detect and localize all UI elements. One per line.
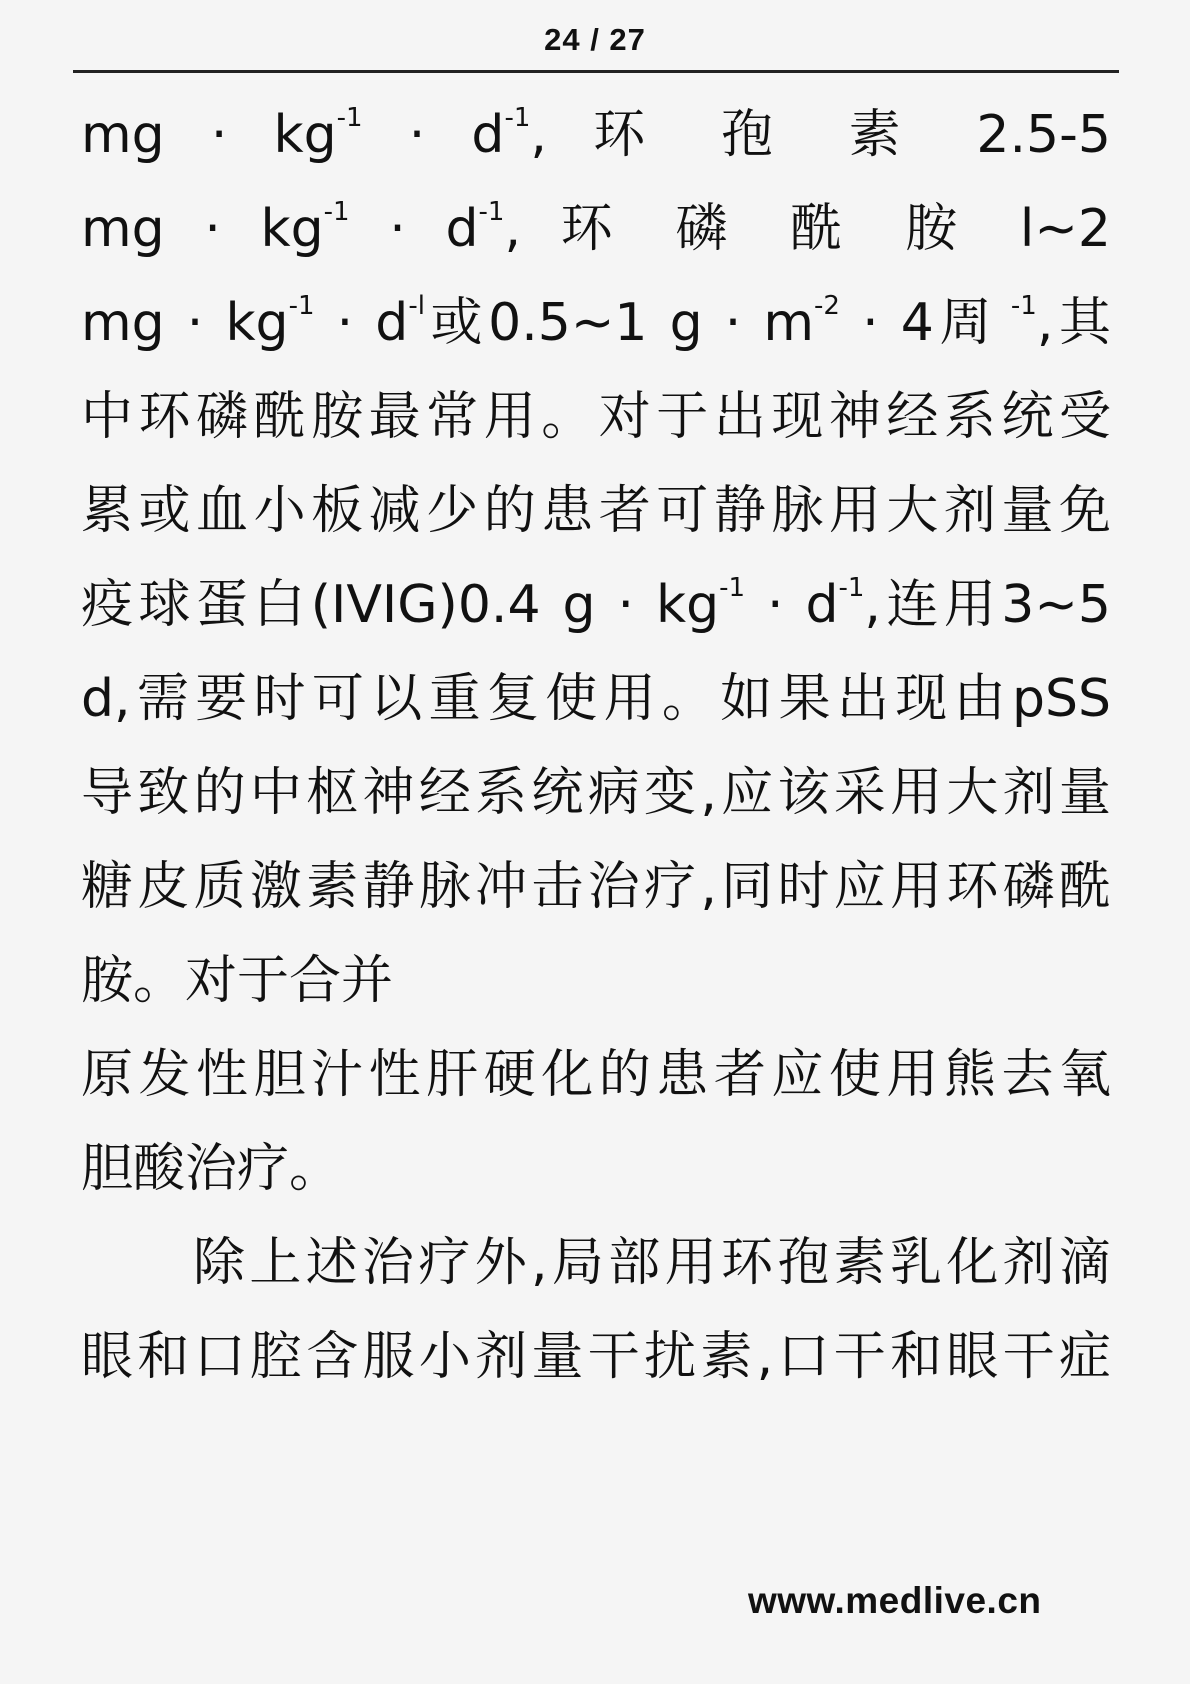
text-line: d,需要时可以重复使用。如果出现由pSS — [81, 669, 1111, 729]
header-divider — [73, 70, 1119, 73]
text-line: 眼和口腔含服小剂量干扰素,口干和眼干症 — [81, 1327, 1111, 1387]
text-line: 疫球蛋白(IVIG)0.4 $g \cdot kg^{-1} \cdot d^{-1}$,连用3~5 — [81, 572, 1111, 635]
text-line: 累或血小板减少的患者可静脉用大剂量免 — [81, 481, 1111, 541]
text-line: 糖皮质激素静脉冲击治疗,同时应用环磷酰 — [81, 857, 1111, 917]
text-line: 胺。对于合并 — [81, 951, 394, 1011]
document-body — [81, 88, 1111, 1404]
text-line: 中环磷酰胺最常用。对于出现神经系统受 — [81, 387, 1111, 447]
text-line: mg · $kg^{-1} \cdot d^{-1}$, 环 孢 素 2.5-5 — [81, 102, 1111, 165]
page-indicator: 24 / 27 — [544, 22, 646, 57]
website-watermark: www.medlive.cn — [748, 1580, 1042, 1621]
text-line: mg · $kg^{-1} \cdot d^{-1}$, 环 磷 酰 胺 l~2 — [81, 196, 1111, 259]
text-line: 原发性胆汁性肝硬化的患者应使用熊去氧 — [81, 1045, 1111, 1105]
text-line: 导致的中枢神经系统病变,应该采用大剂量 — [81, 763, 1111, 823]
paragraph-start-line: 除上述治疗外,局部用环孢素乳化剂滴 — [193, 1233, 1111, 1293]
text-line: 胆酸治疗。 — [81, 1139, 342, 1199]
text-line: mg · $kg^{-1} \cdot d^{-l}$或0.5~1 $g \cdot m^{-2} \cdot 4$周 $^{-1}$,其 — [81, 290, 1111, 353]
